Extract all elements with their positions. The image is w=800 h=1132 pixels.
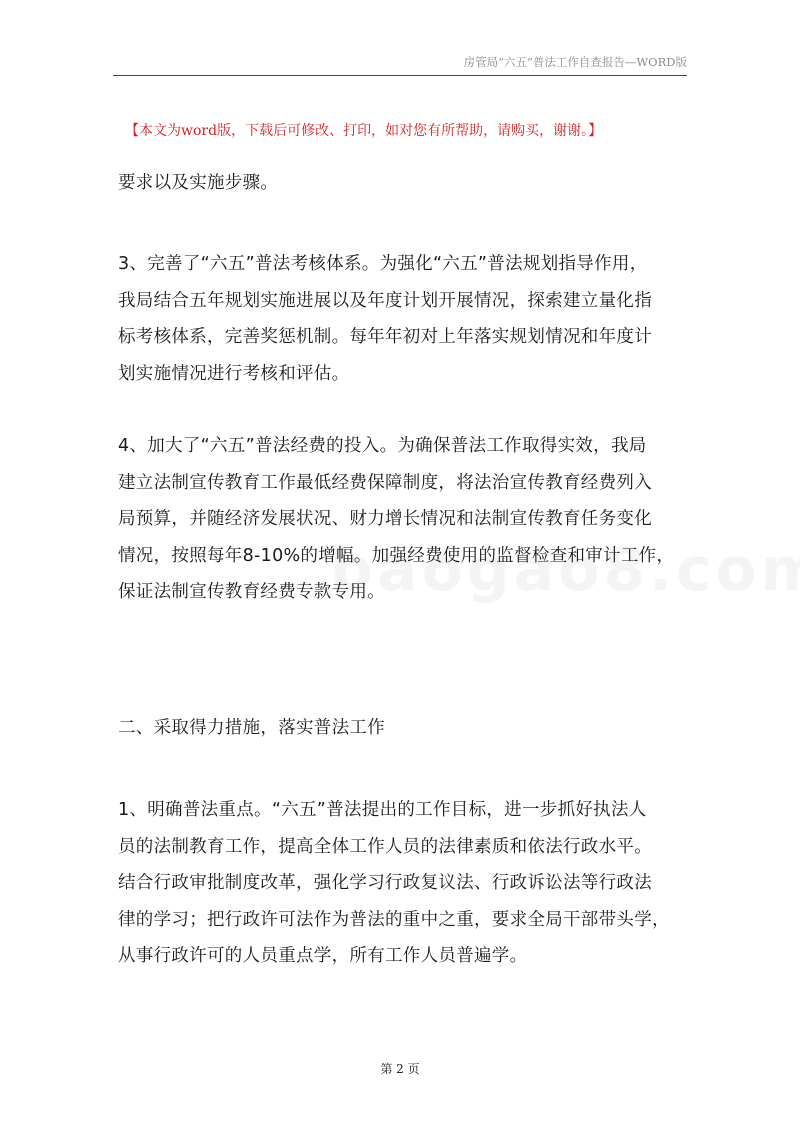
- paragraph-line: 我局结合五年规划实施进展以及年度计划开展情况，探索建立量化指: [118, 290, 652, 311]
- paragraph-line: 律的学习；把行政许可法作为普法的重中之重，要求全局干部带头学，: [118, 909, 670, 930]
- paragraph-line: 结合行政审批制度改革，强化学习行政复议法、行政诉讼法等行政法: [118, 873, 652, 893]
- paragraph-line: 情况，按照每年8-10%的增幅。加强经费使用的监督检查和审计工作，: [118, 545, 675, 566]
- paragraph-line: 3、完善了“六五”普法考核体系。为强化“六五”普法规划指导作用，: [118, 254, 648, 274]
- paragraph-line: 建立法制宣传教育工作最低经费保障制度，将法治宣传教育经费列入: [118, 472, 652, 493]
- paragraph-line: 局预算，并随经济发展状况、财力增长情况和法制宣传教育任务变化: [118, 509, 652, 529]
- paragraph-line: 要求以及实施步骤。: [118, 173, 279, 193]
- paragraph-line: 从事行政许可的人员重点学，所有工作人员普遍学。: [118, 946, 528, 966]
- paragraph-line: 员的法制教育工作，提高全体工作人员的法律素质和依法行政水平。: [118, 836, 652, 857]
- paragraph-line: 二、采取得力措施，落实普法工作: [118, 718, 385, 738]
- paragraph-continuation: [118, 165, 688, 202]
- paragraph-item-1: [118, 792, 688, 975]
- page-number: 第 2 页: [380, 1062, 420, 1076]
- section-heading: [118, 710, 688, 747]
- paragraph-line: 划实施情况进行考核和评估。: [118, 363, 350, 384]
- paragraph-item-4: [118, 428, 688, 611]
- purchase-notice: 【本文为word版，下载后可修改、打印，如对您有所帮助，请购买，谢谢。】: [125, 123, 603, 139]
- document-title: 房管局“六五”普法工作自查报告—WORD版: [463, 55, 687, 69]
- header-divider: [113, 75, 687, 76]
- paragraph-item-3: [118, 246, 688, 392]
- paragraph-line: 标考核体系，完善奖惩机制。每年年初对上年落实规划情况和年度计: [118, 327, 652, 347]
- paragraph-line: 4、加大了“六五”普法经费的投入。为确保普法工作取得实效，我局: [118, 436, 647, 456]
- paragraph-line: 保证法制宣传教育经费专款专用。: [118, 582, 385, 602]
- paragraph-line: 1、明确普法重点。“六五”普法提出的工作目标，进一步抓好执法人: [118, 800, 647, 820]
